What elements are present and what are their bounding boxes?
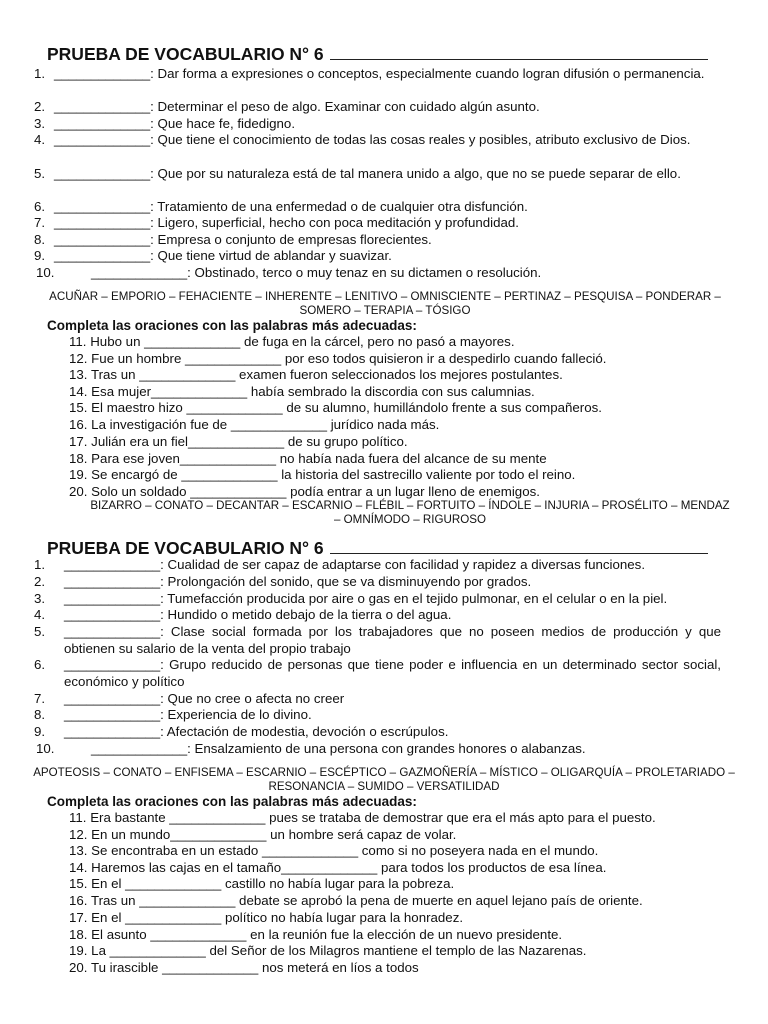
- section2-title-text: PRUEBA DE VOCABULARIO N° 6: [47, 538, 324, 558]
- definition-item: [34, 66, 721, 83]
- definition-number: 8.: [34, 232, 46, 247]
- definition-text: _____________: Que no cree o afecta no creer: [64, 691, 345, 706]
- definition-text: _____________: Afectación de modestia, devoción o escrúpulos.: [64, 724, 449, 739]
- sentence-item: 18. El asunto _____________ en la reunión fue la elección de un nuevo presidente.: [69, 927, 563, 942]
- definition-item: [34, 248, 721, 265]
- definition-number: 4.: [34, 132, 46, 147]
- sentence-item: 16. La investigación fue de _____________ jurídico nada más.: [69, 417, 440, 432]
- definition-item: [34, 657, 721, 690]
- definition-number: 1.: [34, 557, 46, 572]
- sentence-item: 11. Era bastante _____________ pues se trataba de demostrar que era el más apto para el puesto.: [69, 810, 656, 825]
- definition-item: [34, 607, 721, 624]
- definition-text: _____________: Experiencia de lo divino.: [64, 707, 312, 722]
- definition-number: 7.: [34, 215, 46, 230]
- sentence-item: 14. Haremos las cajas en el tamaño_____________ para todos los productos de esa línea.: [69, 860, 607, 875]
- definition-text: _____________: Que tiene el conocimiento de todas las cosas reales y posibles, atributo exclusivo de Dios.: [54, 132, 691, 147]
- definition-text: _____________: Hundido o metido debajo de la tierra o del agua.: [64, 607, 452, 622]
- sentence-item: 11. Hubo un _____________ de fuga en la cárcel, pero no pasó a mayores.: [69, 334, 515, 349]
- definition-item: [34, 215, 721, 232]
- section1-title: [47, 44, 708, 65]
- sentence-item: 18. Para ese joven_____________ no había nada fuera del alcance de su mente: [69, 451, 547, 466]
- sentence-item: 17. En el _____________ político no había lugar para la honradez.: [69, 910, 464, 925]
- definition-text: _____________: Dar forma a expresiones o conceptos, especialmente cuando logran difusión o permanencia.: [54, 66, 705, 81]
- definition-text: _____________: Prolongación del sonido, que se va disminuyendo por grados.: [64, 574, 532, 589]
- sentence-item: 19. Se encargó de _____________ la historia del sastrecillo valiente por todo el reino.: [69, 467, 576, 482]
- definition-item: [34, 707, 721, 724]
- definition-item: [34, 591, 721, 608]
- definition-item: [34, 624, 721, 657]
- definition-text: _____________: Que hace fe, fidedigno.: [54, 116, 296, 131]
- definition-item: [34, 724, 721, 741]
- title-underline: [330, 541, 708, 554]
- sentence-item: 17. Julián era un fiel_____________ de su grupo político.: [69, 434, 408, 449]
- definition-number: 1.: [34, 66, 46, 81]
- definition-text: _____________: Que tiene virtud de ablandar y suavizar.: [54, 248, 392, 263]
- definition-item: [34, 232, 721, 249]
- word-bank: ACUÑAR – EMPORIO – FEHACIENTE – INHERENTE – LENITIVO – OMNISCIENTE – PERTINAZ – PESQUISA – PONDERAR – SOMERO – TERAPIA – TÓSIGO: [49, 290, 721, 317]
- sentence-item: 19. La _____________ del Señor de los Milagros mantiene el templo de las Nazarenas.: [69, 943, 587, 958]
- definition-item: [34, 691, 721, 708]
- section1-title-text: PRUEBA DE VOCABULARIO N° 6: [47, 44, 324, 64]
- definition-number: 6.: [34, 199, 46, 214]
- instruction-heading: Completa las oraciones con las palabras más adecuadas:: [47, 794, 417, 809]
- definition-item: [34, 199, 721, 216]
- definition-number: 9.: [34, 724, 46, 739]
- definition-item: [34, 574, 721, 591]
- definition-number: 7.: [34, 691, 46, 706]
- definition-number: 10.: [36, 265, 55, 280]
- definition-item: [34, 166, 721, 183]
- definition-number: 6.: [34, 657, 46, 672]
- definition-text: _____________: Ligero, superficial, hecho con poca meditación y profundidad.: [54, 215, 519, 230]
- definition-item: [34, 132, 721, 149]
- definition-number: 3.: [34, 116, 46, 131]
- title-underline: [330, 47, 708, 60]
- sentence-item: 16. Tras un _____________ debate se aprobó la pena de muerte en aquel lejano país de oriente.: [69, 893, 643, 908]
- sentence-item: 12. En un mundo_____________ un hombre será capaz de volar.: [69, 827, 457, 842]
- definition-text: _____________: Clase social formada por los trabajadores que no poseen medios de producción y que obtienen su salario de la venta del propio trabajo: [64, 624, 721, 656]
- definition-text: _____________: Tratamiento de una enfermedad o de cualquier otra disfunción.: [54, 199, 528, 214]
- sentence-item: 14. Esa mujer_____________ había sembrado la discordia con sus calumnias.: [69, 384, 535, 399]
- definition-item: [36, 741, 723, 758]
- definition-number: 5.: [34, 624, 46, 639]
- definition-text: _____________: Que por su naturaleza está de tal manera unido a algo, que no se puede separar de ello.: [54, 166, 681, 181]
- sentence-item: 13. Tras un _____________ examen fueron seleccionados los mejores postulantes.: [69, 367, 563, 382]
- definition-text: _____________: Ensalzamiento de una persona con grandes honores o alabanzas.: [91, 741, 586, 756]
- definition-number: 9.: [34, 248, 46, 263]
- definition-text: _____________: Grupo reducido de personas que tiene poder e influencia en un determinado sector social, económico y político: [64, 657, 721, 689]
- definition-item: [34, 557, 721, 574]
- definition-number: 5.: [34, 166, 46, 181]
- definition-item: [36, 265, 723, 282]
- definition-text: _____________: Determinar el peso de algo. Examinar con cuidado algún asunto.: [54, 99, 540, 114]
- definition-text: _____________: Obstinado, terco o muy tenaz en su dictamen o resolución.: [91, 265, 542, 280]
- definition-text: _____________: Cualidad de ser capaz de adaptarse con facilidad y rapidez a diversas funciones.: [64, 557, 646, 572]
- sentence-item: 20. Solo un soldado _____________ podía entrar a un lugar lleno de enemigos.: [69, 484, 540, 499]
- definition-number: 10.: [36, 741, 55, 756]
- definition-number: 2.: [34, 574, 46, 589]
- word-bank: APOTEOSIS – CONATO – ENFISEMA – ESCARNIO – ESCÉPTICO – GAZMOÑERÍA – MÍSTICO – OLIGARQUÍA – PROLETARIADO – RESONANCIA – SUMIDO – VERSATILIDAD: [33, 766, 735, 793]
- definition-number: 2.: [34, 99, 46, 114]
- instruction-heading: Completa las oraciones con las palabras más adecuadas:: [47, 318, 417, 333]
- definition-number: 8.: [34, 707, 46, 722]
- sentence-item: 15. En el _____________ castillo no había lugar para la pobreza.: [69, 876, 455, 891]
- sentence-item: 20. Tu irascible _____________ nos meterá en líos a todos: [69, 960, 419, 975]
- word-bank: BIZARRO – CONATO – DECANTAR – ESCARNIO – FLÉBIL – FORTUITO – ÍNDOLE – INJURIA – PROSÉLITO – MENDAZ – OMNÍMODO – RIGUROSO: [90, 499, 730, 526]
- definition-text: _____________: Empresa o conjunto de empresas florecientes.: [54, 232, 432, 247]
- definition-number: 3.: [34, 591, 46, 606]
- definition-item: [34, 116, 721, 133]
- definition-item: [34, 99, 721, 116]
- sentence-item: 12. Fue un hombre _____________ por eso todos quisieron ir a despedirlo cuando falleció.: [69, 351, 607, 366]
- definition-number: 4.: [34, 607, 46, 622]
- section2-title: [47, 538, 708, 559]
- definition-text: _____________: Tumefacción producida por aire o gas en el tejido pulmonar, en el celular o en la piel.: [64, 591, 668, 606]
- sentence-item: 13. Se encontraba en un estado _____________ como si no poseyera nada en el mundo.: [69, 843, 599, 858]
- sentence-item: 15. El maestro hizo _____________ de su alumno, humillándolo frente a sus compañeros.: [69, 400, 602, 415]
